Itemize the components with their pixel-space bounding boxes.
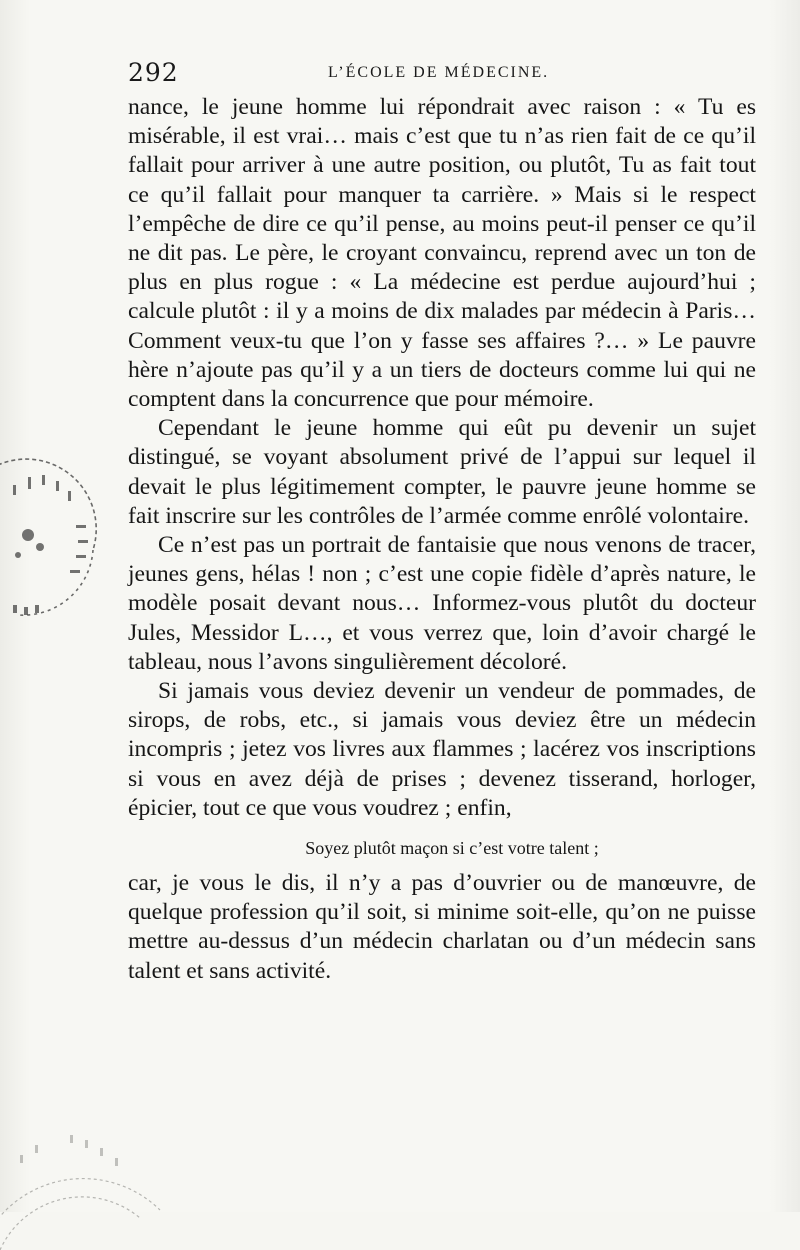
library-stamp-icon [0,455,108,625]
paragraph-4: Si jamais vous deviez devenir un vendeur de pommades, de sirops, de robs, etc., si jamais vous deviez être un médecin incompris ; jetez vos livres aux flammes ; lacérez vos inscriptions si vous en avez déjà de prises ; devenez tisserand, horloger, épicier, tout ce que vous voudrez ; enfin, [128,678,756,821]
page-number: 292 [128,58,179,87]
page-header [128,58,756,92]
body-text [128,93,756,986]
faint-seal-icon [0,1100,180,1250]
paragraph-1: nance, le jeune homme lui répondrait avec raison : « Tu es misérable, il est vrai… mais c’est que tu n’as rien fait de ce qu’il fallait pour arriver à une autre position, ou plutôt, Tu as fait tout ce qu’il fallait pour manquer ta carrière. » Mais si le respect l’empêche de dire ce qu’il pense, au moins peut-il penser ce qu’il ne dit pas. Le père, le croyant convaincu, reprend avec un ton de plus en plus rogue : « La médecine est perdue aujourd’hui ; calcule plutôt : il y a moins de dix malades par médecin à Paris… Comment veux-tu que l’on y fasse ses affaires ?… » Le pauvre hère n’ajoute pas qu’il y a un tiers de docteurs comme lui qui ne comptent dans la concurrence que pour mémoire. [128,94,756,413]
closing-paragraph: car, je vous le dis, il n’y a pas d’ouvrier ou de manœuvre, de quelque profession qu’il soit, si minime soit-elle, qu’on ne puisse mettre au-dessus d’un médecin charlatan ou d’un médecin sans talent et sans activité. [128,870,756,984]
verse-quote: Soyez plutôt maçon si c’est votre talent ; [305,838,599,859]
running-head: L’ÉCOLE DE MÉDECINE. [328,64,550,81]
paragraph-3: Ce n’est pas un portrait de fantaisie que nous venons de tracer, jeunes gens, hélas ! non ; c’est une copie fidèle d’après nature, le modèle posait devant nous… Informez-vous plutôt du docteur Jules, Messidor L…, et vous verrez que, loin d’avoir chargé le tableau, nous l’avons singulièrement décoloré. [128,532,756,675]
paragraph-2: Cependant le jeune homme qui eût pu devenir un sujet distingué, se voyant absolument privé de l’appui sur lequel il devait le plus légitimement compter, le pauvre jeune homme se fait inscrire sur les contrôles de l’armée comme enrôlé volontaire. [128,415,756,529]
